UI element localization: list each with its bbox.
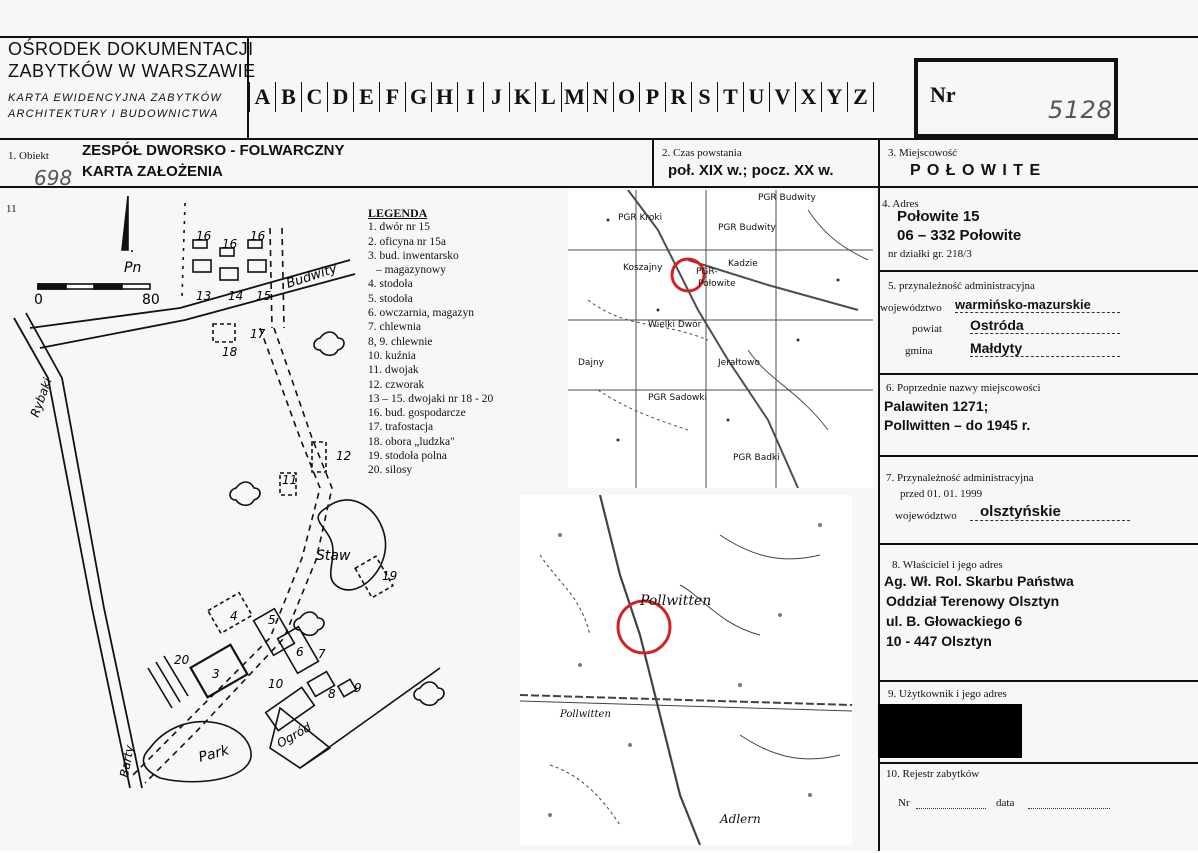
topographic-map (568, 190, 873, 488)
north-label: Pn (124, 260, 142, 276)
powiat-value: Ostróda (970, 317, 1120, 334)
building-number: 14 (228, 289, 244, 303)
divider (878, 680, 1198, 682)
index-letter: K (510, 82, 536, 112)
building-number: 9 (354, 681, 362, 695)
czas-value: poł. XIX w.; pocz. XX w. (668, 162, 834, 179)
divider (878, 373, 1198, 375)
index-letter: U (744, 82, 770, 112)
index-letter: P (640, 82, 666, 112)
building-number: 8 (328, 687, 336, 701)
divider (248, 82, 250, 112)
building-number: 4 (230, 609, 238, 623)
miejscowosc-value: P O Ł O W I T E (910, 162, 1042, 179)
legend-item: 18. obora „ludzka" (368, 435, 455, 448)
rejestr-label: 10. Rejestr zabytków (886, 768, 980, 780)
legend-item: 8, 9. chlewnie (368, 335, 433, 348)
topo-map-label: Dajny (578, 358, 604, 368)
divider (878, 270, 1198, 272)
building-number: 12 (336, 449, 352, 463)
wlasciciel-label: 8. Właściciel i jego adres (892, 559, 1003, 571)
rejestr-nr-field (916, 808, 986, 809)
rejestr-data-field (1028, 808, 1110, 809)
miejscowosc-label: 3. Miejscowość (888, 147, 958, 159)
building-number: 16 (250, 229, 266, 243)
topo-map-label: Kadzie (728, 259, 758, 269)
index-letter: E (354, 82, 380, 112)
legend-item: 16. bud. gospodarcze (368, 407, 466, 420)
building-number: 10 (268, 677, 284, 691)
index-letter: C (302, 82, 328, 112)
institution-line-2: ZABYTKÓW W WARSZAWIE (8, 61, 256, 81)
index-letter: X (796, 82, 822, 112)
obiekt-handwritten-number: 698 (34, 166, 73, 190)
topo-map-label: PGR Badki (733, 453, 780, 463)
adres-label: 4. Adres (882, 198, 919, 210)
nr-handwritten-value: 5128 (1048, 96, 1114, 124)
legend-item: 7. chlewnia (368, 321, 422, 334)
czas-label: 2. Czas powstania (662, 147, 742, 159)
park-label: Park (196, 742, 231, 766)
building-number: 11 (282, 473, 298, 487)
adres-line-1: Połowite 15 (897, 208, 980, 225)
building-number: 17 (250, 327, 266, 341)
wlasciciel-line-4: 10 - 447 Olsztyn (886, 633, 992, 649)
north-arrow-icon (122, 196, 128, 250)
index-letter: G (406, 82, 432, 112)
legend-title: LEGENDA (368, 206, 428, 220)
topo-map-label: PGR Budwity (718, 223, 776, 233)
adres-dzialki: nr działki gr. 218/3 (888, 248, 972, 260)
index-letter: N (588, 82, 614, 112)
legend-item: 13 – 15. dwojaki nr 18 - 20 (368, 392, 494, 405)
section-11-label: 11 (6, 203, 17, 215)
card-type-line-2: ARCHITEKTURY I BUDOWNICTWA (8, 108, 219, 120)
topo-map-label: Koszajny (623, 263, 663, 273)
gmina-value: Małdyty (970, 340, 1120, 357)
rejestr-nr-label: Nr (898, 797, 910, 809)
pond-label: Staw (316, 548, 351, 564)
topo-map-label: PGR Kroki (618, 213, 663, 223)
road-label-rybaki: Rybaki (27, 375, 55, 420)
legend-item: 20. silosy (368, 464, 413, 477)
wojewodztwo-1999-value: olsztyńskie (970, 503, 1130, 521)
wojewodztwo-value: warmińsko-mazurskie (955, 297, 1120, 313)
legend-item: 12. czworak (368, 378, 425, 391)
nr-label: Nr (930, 82, 956, 107)
rejestr-data-label: data (996, 797, 1015, 809)
divider (652, 138, 654, 186)
building-number: 19 (382, 569, 398, 583)
poprzednie-label: 6. Poprzednie nazwy miejscowości (886, 382, 1041, 394)
index-letter: S (692, 82, 718, 112)
legend-item: 19. stodoła polna (368, 450, 447, 463)
historical-map-label: Pollwitten (560, 709, 611, 720)
przynaleznosc-1999-label: 7. Przynależność administracyjna (886, 472, 1034, 484)
institution-line-1: OŚRODEK DOKUMENTACJI (8, 39, 254, 59)
legend-item: 10. kuźnia (368, 349, 416, 362)
wlasciciel-line-2: Oddział Terenowy Olsztyn (886, 593, 1060, 609)
scale-start-label: 0 (34, 292, 43, 308)
building-number: 7 (318, 647, 326, 661)
topo-map-label: PGR Budwity (758, 193, 816, 203)
index-letter: A (250, 82, 276, 112)
poprzednie-line-2: Pollwitten – do 1945 r. (884, 417, 1031, 433)
topo-map-label: Wielki Dwór (648, 320, 702, 330)
index-letter: D (328, 82, 354, 112)
obiekt-value-line-2: KARTA ZAŁOŻENIA (82, 163, 223, 180)
uzytkownik-label: 9. Użytkownik i jego adres (888, 688, 1007, 700)
road-label-barty: Barty (117, 744, 137, 779)
index-letter: F (380, 82, 406, 112)
building-number: 20 (174, 653, 190, 667)
legend-item: 11. dwojak (368, 364, 419, 377)
wojewodztwo-1999-label: województwo (895, 510, 957, 522)
legend-item: 3. bud. inwentarsko (368, 249, 459, 262)
index-letter: Y (822, 82, 848, 112)
index-letter: O (614, 82, 640, 112)
legend-item: 4. stodoła (368, 278, 413, 291)
index-letter: I (458, 82, 484, 112)
building-number: 18 (222, 345, 238, 359)
building-number: 16 (222, 237, 238, 251)
card-type-line-1: KARTA EWIDENCYJNA ZABYTKÓW (8, 92, 222, 104)
index-letter: Z (848, 82, 874, 112)
building-number: 6 (296, 645, 304, 659)
poprzednie-line-1: Palawiten 1271; (884, 398, 989, 414)
index-letter: M (562, 82, 588, 112)
index-letter: V (770, 82, 796, 112)
letter-index (250, 82, 874, 112)
wlasciciel-line-1: Ag. Wł. Rol. Skarbu Państwa (884, 573, 1074, 589)
historical-map (520, 495, 852, 845)
topo-map-label: PGR- (696, 267, 718, 277)
legend-item: 5. stodoła (368, 292, 413, 305)
wlasciciel-line-3: ul. B. Głowackiego 6 (886, 613, 1023, 629)
przynaleznosc-1999-date: przed 01. 01. 1999 (900, 488, 983, 500)
index-letter: R (666, 82, 692, 112)
historical-map-label: Adlern (720, 812, 761, 826)
index-letter: T (718, 82, 744, 112)
wojewodztwo-label: województwo (880, 302, 942, 314)
building-number: 5 (268, 613, 276, 627)
divider (878, 762, 1198, 764)
index-letter: J (484, 82, 510, 112)
building-number: 16 (196, 229, 212, 243)
divider (878, 455, 1198, 457)
obiekt-value-line-1: ZESPÓŁ DWORSKO - FOLWARCZNY (82, 142, 345, 159)
building-number: 13 (196, 289, 212, 303)
redaction-block (878, 704, 1022, 758)
gmina-label: gmina (905, 345, 933, 357)
topo-map-label: PGR Sadowki (648, 393, 708, 403)
historical-map-label: Pollwitten (640, 593, 712, 609)
building-number: 15 (256, 289, 272, 303)
powiat-label: powiat (912, 323, 942, 335)
divider (0, 138, 1198, 140)
legend-item: 2. oficyna nr 15a (368, 235, 446, 248)
adres-line-2: 06 – 332 Połowite (897, 227, 1022, 244)
legend-item: – magazynowy (376, 264, 446, 277)
legend-item: 17. trafostacja (368, 421, 434, 434)
divider (878, 543, 1198, 545)
przynaleznosc-label: 5. przynależność administracyjna (888, 280, 1035, 292)
garden-label: Ogród (274, 719, 314, 751)
index-letter: H (432, 82, 458, 112)
site-plan-sketch (0, 188, 520, 808)
building-number: 3 (212, 667, 220, 681)
topo-map-label: Połowite (698, 279, 736, 289)
topo-map-label: Jerałtowo (718, 358, 760, 368)
legend-item: 1. dwór nr 15 (368, 221, 430, 234)
scale-end-label: 80 (142, 292, 160, 308)
index-letter: L (536, 82, 562, 112)
road-label-budwity: Budwity (284, 261, 340, 292)
obiekt-label: 1. Obiekt (8, 150, 49, 162)
index-letter: B (276, 82, 302, 112)
legend-item: 6. owczarnia, magazyn (368, 307, 475, 320)
